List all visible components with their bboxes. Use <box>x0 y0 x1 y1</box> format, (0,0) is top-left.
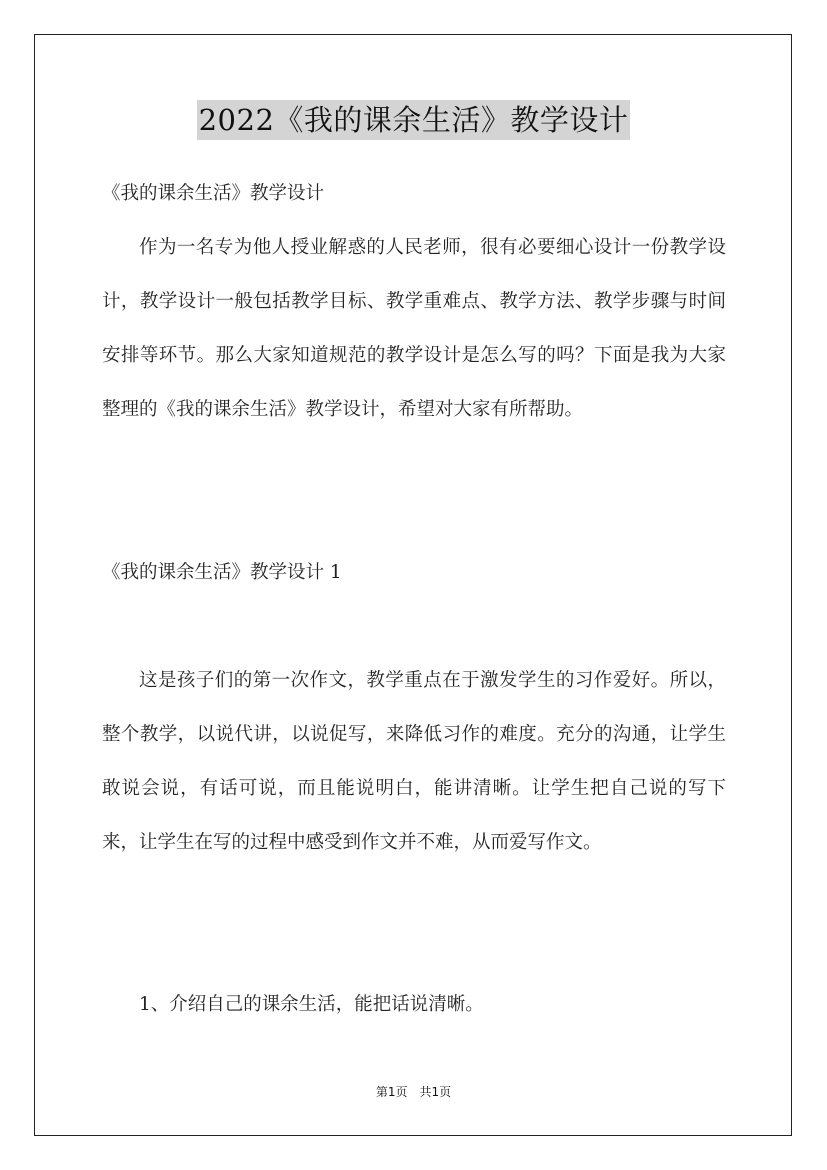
section-heading: 《我的课余生活》教学设计 1 <box>102 562 342 583</box>
list-item: 1、介绍自己的课余生活，能把话说清晰。 <box>139 994 484 1015</box>
page-number-total: 共1页 <box>419 1085 452 1099</box>
document-subtitle: 《我的课余生活》教学设计 <box>102 183 325 204</box>
page-footer <box>0 1083 827 1101</box>
document-title: 2022《我的课余生活》教学设计 <box>197 100 631 140</box>
section-paragraph: 这是孩子们的第一次作文，教学重点在于激发学生的习作爱好。所以，整个教学，以说代讲，以说促写，来降低习作的难度。充分的沟通，让学生敢说会说，有话可说，而且能说明白，能讲清晰。让学生把自己说的写下来，让学生在写的过程中感受到作文并不难，从而爱写作文。 <box>102 670 726 853</box>
title-container <box>0 100 827 140</box>
page-number-current: 第1页 <box>375 1085 408 1099</box>
intro-paragraph: 作为一名专为他人授业解惑的人民老师，很有必要细心设计一份教学设计，教学设计一般包括教学目标、教学重难点、教学方法、教学步骤与时间安排等环节。那么大家知道规范的教学设计是怎么写的吗？下面是我为大家整理的《我的课余生活》教学设计，希望对大家有所帮助。 <box>102 237 726 420</box>
